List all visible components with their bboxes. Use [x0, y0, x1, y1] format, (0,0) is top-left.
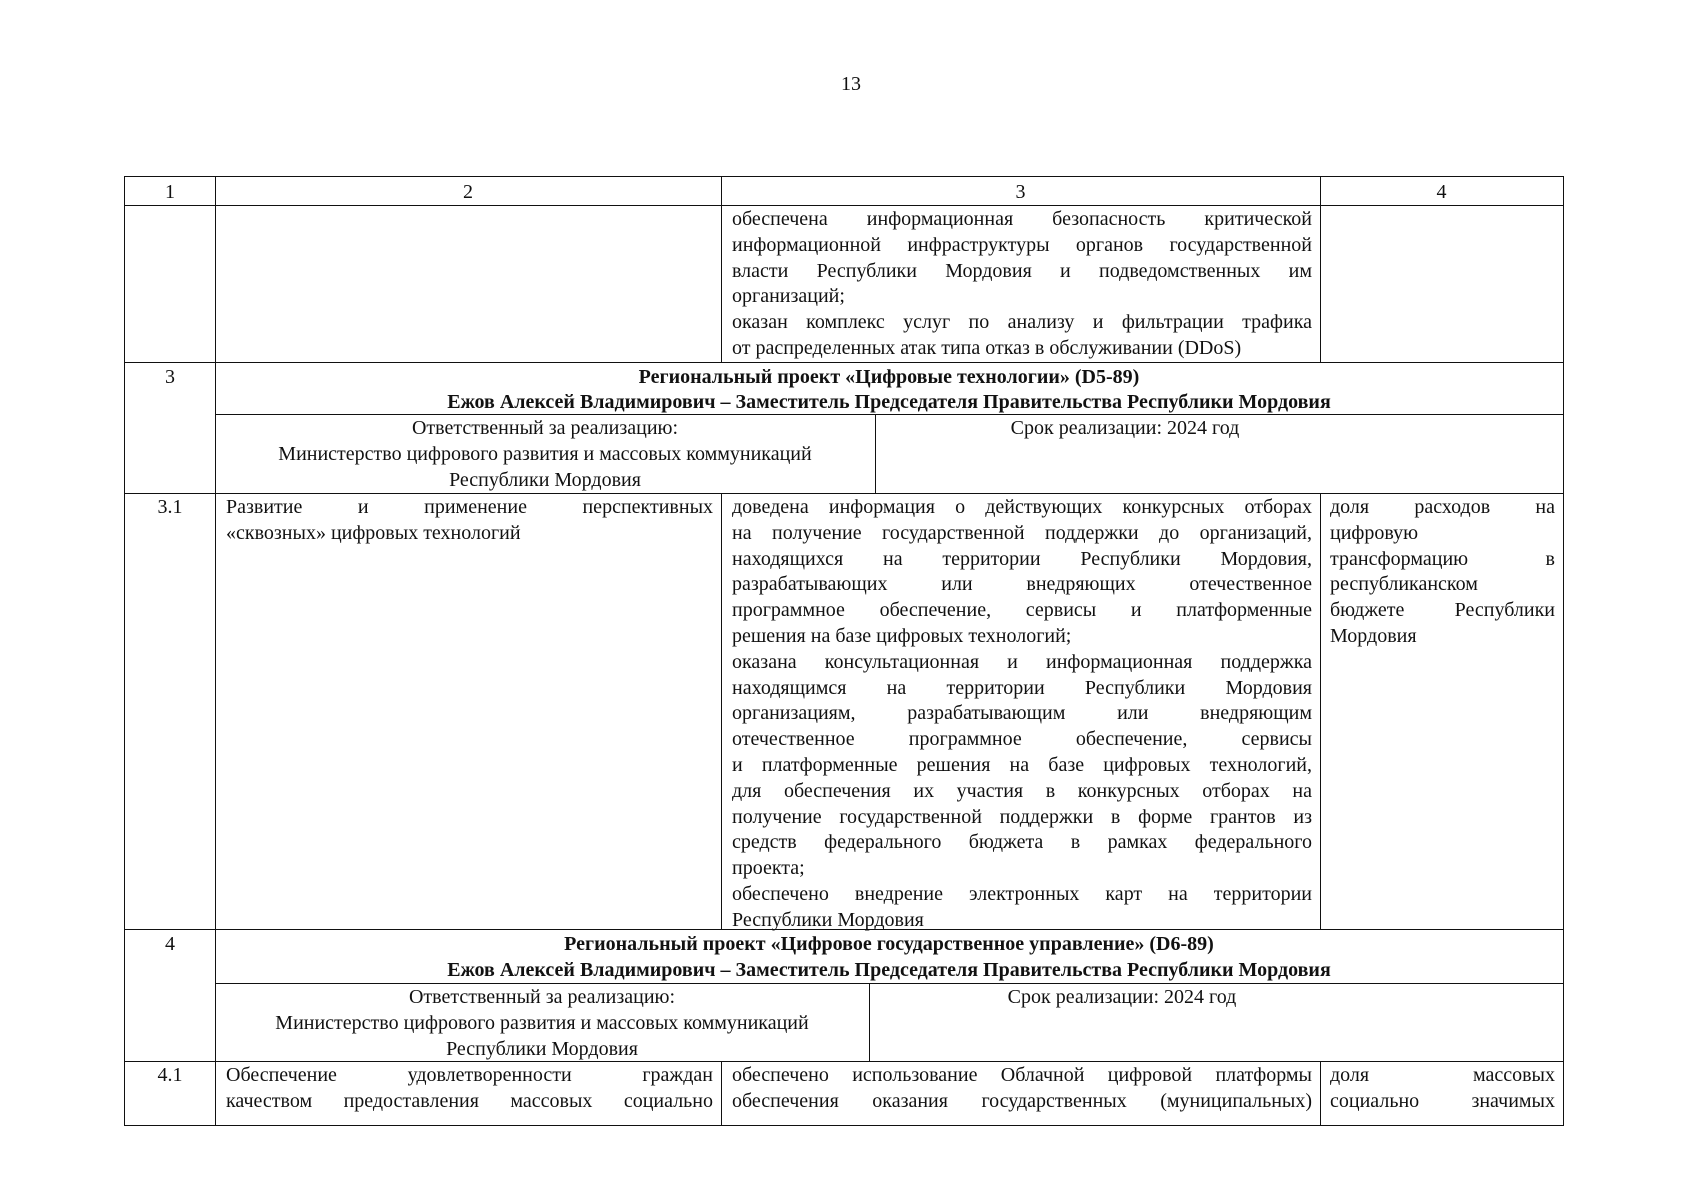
text-line: Мордовия — [1330, 624, 1417, 647]
text-line: социально значимых — [1330, 1089, 1555, 1112]
text-line: оказана консультационная и информационная поддержка — [732, 650, 1312, 673]
text-line: Развитие и применение перспективных — [226, 496, 713, 518]
header-col-1: 1 — [165, 181, 175, 203]
item-4-1-results — [732, 1063, 1312, 1115]
section-4-responsible — [215, 985, 869, 1062]
text-line: организациям, разрабатывающим или внедряющим — [732, 702, 1312, 725]
item-3-1-indicator — [1330, 495, 1555, 650]
text-line: для обеспечения их участия в конкурсных отборах на — [732, 779, 1312, 802]
text-line: бюджете Республики — [1330, 599, 1555, 622]
text-line: получение государственной поддержки в форме грантов из — [732, 805, 1312, 828]
responsible-org: Министерство цифрового развития и массовых коммуникаций — [275, 1011, 809, 1034]
item-3-1-task — [226, 495, 713, 547]
section-3-leader: Ежов Алексей Владимирович – Заместитель Председателя Правительства Республики Мордовия — [447, 391, 1331, 413]
text-line: Республики Мордовия — [732, 908, 924, 931]
header-col-2: 2 — [463, 181, 473, 203]
item-4-1-indicator — [1330, 1063, 1555, 1115]
text-line: организаций; — [732, 285, 845, 308]
text-line: республиканском — [1330, 573, 1478, 596]
text-line: информационной инфраструктуры органов государственной — [732, 233, 1312, 256]
plan-table — [124, 176, 1564, 1126]
text-line: находящимся на территории Республики Мордовия — [732, 676, 1312, 699]
responsible-label: Ответственный за реализацию: — [411, 417, 679, 439]
section-3-title: Региональный проект «Цифровые технологии» (D5-89) — [638, 366, 1140, 388]
text-line: качеством предоставления массовых социально — [226, 1089, 713, 1112]
section-4-leader: Ежов Алексей Владимирович – Заместитель Председателя Правительства Республики Мордовия — [447, 959, 1331, 981]
text-line: трансформацию в — [1330, 547, 1555, 570]
text-line: обеспечено внедрение электронных карт на территории — [732, 882, 1312, 905]
text-line: разрабатывающих или внедряющих отечественное — [732, 573, 1312, 596]
text-line: от распределенных атак типа отказ в обслуживании (DDoS) — [732, 336, 1242, 359]
text-line: проекта; — [732, 857, 805, 880]
responsible-org: Республики Мордовия — [449, 468, 641, 491]
item-4-1-task — [226, 1063, 713, 1115]
responsible-org: Министерство цифрового развития и массовых коммуникаций — [278, 442, 812, 465]
section-3-term: Срок реализации: 2024 год — [1010, 417, 1240, 439]
text-line: обеспечена информационная безопасность критической — [732, 208, 1312, 230]
item-3-1-number: 3.1 — [157, 496, 183, 518]
section-4-number: 4 — [165, 933, 175, 955]
text-line: оказан комплекс услуг по анализу и фильтрации трафика — [732, 311, 1312, 334]
text-line: власти Республики Мордовия и подведомственных им — [732, 259, 1312, 282]
responsible-org: Республики Мордовия — [446, 1037, 638, 1060]
text-line: обеспечено использование Облачной цифровой платформы — [732, 1064, 1312, 1086]
text-line: доведена информация о действующих конкурсных отборах — [732, 496, 1312, 518]
text-line: находящихся на территории Республики Мордовия, — [732, 547, 1312, 570]
section-3-number: 3 — [165, 366, 175, 388]
section-4-title: Региональный проект «Цифровое государственное управление» (D6-89) — [564, 933, 1214, 955]
text-line: отечественное программное обеспечение, сервисы — [732, 728, 1312, 751]
item-4-1-number: 4.1 — [157, 1064, 183, 1086]
text-line: средств федерального бюджета в рамках федерального — [732, 831, 1312, 854]
header-col-4: 4 — [1436, 181, 1447, 203]
section-3-responsible — [215, 416, 875, 493]
header-col-3: 3 — [1015, 181, 1026, 203]
page-number: 13 — [841, 73, 861, 95]
text-line: «сквозных» цифровых технологий — [226, 521, 521, 544]
text-line: программное обеспечение, сервисы и платформенные — [732, 599, 1312, 622]
text-line: обеспечения оказания государственных (муниципальных) — [732, 1089, 1312, 1112]
text-line: цифровую — [1330, 521, 1419, 544]
text-line: решения на базе цифровых технологий; — [732, 624, 1072, 647]
text-line: доля массовых — [1330, 1064, 1555, 1086]
section-4-term: Срок реализации: 2024 год — [1007, 986, 1237, 1008]
text-line: на получение государственной поддержки до организаций, — [732, 521, 1312, 544]
continuation-results — [732, 207, 1312, 362]
responsible-label: Ответственный за реализацию: — [408, 986, 676, 1008]
text-line: Обеспечение удовлетворенности граждан — [226, 1064, 713, 1086]
item-3-1-results — [732, 495, 1312, 934]
text-line: и платформенные решения на базе цифровых технологий, — [732, 753, 1312, 776]
text-line: доля расходов на — [1330, 496, 1555, 518]
